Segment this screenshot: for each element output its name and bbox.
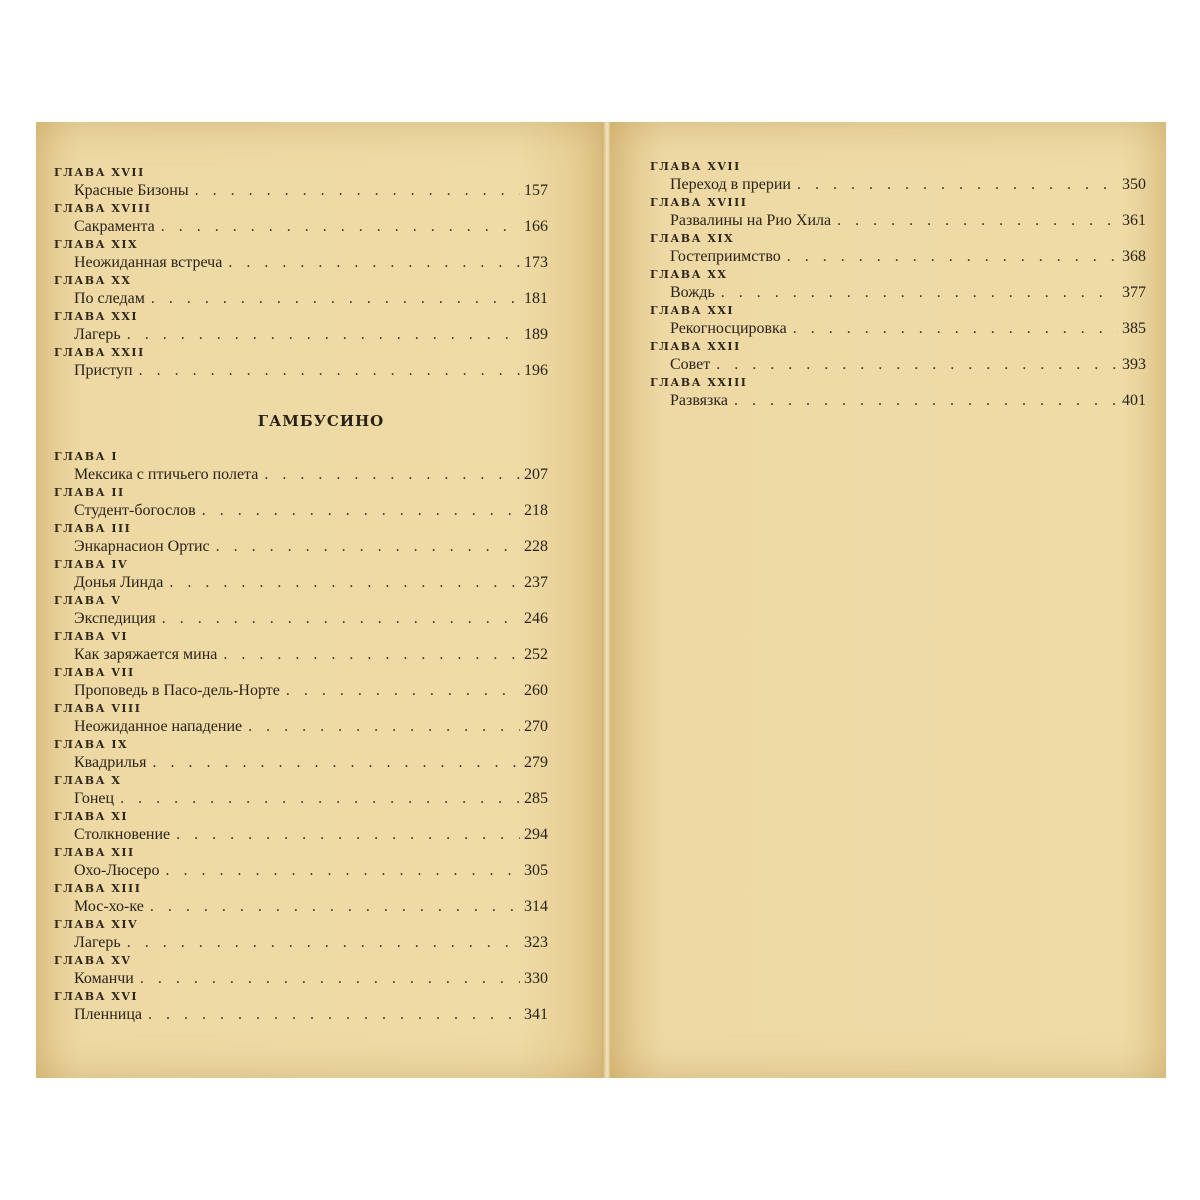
chapter-title: Экспедиция	[74, 610, 156, 627]
toc-entry	[54, 464, 548, 486]
page-number: 350	[1122, 176, 1146, 193]
chapter-title: Студент-богослов	[74, 502, 196, 519]
toc-entry	[54, 324, 548, 346]
chapter-title: Вождь	[670, 284, 715, 301]
toc-entry	[650, 282, 1146, 304]
chapter-label: ГЛАВА XVII	[650, 160, 741, 173]
page-number: 361	[1122, 212, 1146, 229]
chapter-title: Команчи	[74, 970, 134, 987]
chapter-title: Квадрилья	[74, 754, 147, 771]
dot-leader	[223, 644, 520, 666]
chapter-label: ГЛАВА XVII	[54, 166, 145, 179]
page-number: 305	[524, 862, 548, 879]
chapter-label: ГЛАВА XIII	[54, 882, 142, 895]
chapter-title: Гостеприимство	[670, 248, 781, 265]
chapter-label: ГЛАВА XXII	[54, 346, 145, 359]
dot-leader	[127, 324, 520, 346]
chapter-label: ГЛАВА V	[54, 594, 122, 607]
chapter-label: ГЛАВА XX	[54, 274, 132, 287]
dot-leader	[202, 500, 520, 522]
chapter-label: ГЛАВА II	[54, 486, 125, 499]
page-number: 341	[524, 1006, 548, 1023]
dot-leader	[139, 360, 520, 382]
toc-entry	[650, 210, 1146, 232]
chapter-label: ГЛАВА XVI	[54, 990, 139, 1003]
chapter-title: Донья Линда	[74, 574, 164, 591]
chapter-label: ГЛАВА XVIII	[54, 202, 152, 215]
toc-entry	[54, 536, 548, 558]
toc-entry	[54, 500, 548, 522]
page-number: 181	[524, 290, 548, 307]
chapter-label: ГЛАВА IX	[54, 738, 129, 751]
chapter-title: Лагерь	[74, 934, 121, 951]
toc-entry	[54, 716, 548, 738]
toc-entry	[54, 824, 548, 846]
chapter-label: ГЛАВА XXI	[650, 304, 735, 317]
dot-leader	[152, 752, 520, 774]
chapter-title: Столкновение	[74, 826, 171, 843]
right-page	[610, 122, 1166, 1078]
dot-leader	[793, 318, 1118, 340]
chapter-title: Охо-Люсеро	[74, 862, 160, 879]
dot-leader	[264, 464, 520, 486]
toc-entry	[54, 288, 548, 310]
toc-entry	[650, 318, 1146, 340]
right-table-of-contents	[650, 160, 1146, 412]
chapter-label: ГЛАВА X	[54, 774, 122, 787]
dot-leader	[228, 252, 520, 274]
chapter-label: ГЛАВА XIX	[650, 232, 735, 245]
left-toc-top-list	[54, 166, 548, 382]
chapter-title: Гонец	[74, 790, 115, 807]
page-number: 314	[524, 898, 548, 915]
toc-entry	[54, 572, 548, 594]
dot-leader	[150, 896, 520, 918]
section-title: ГАМБУСИНО	[257, 412, 385, 430]
dot-leader	[734, 390, 1118, 412]
chapter-label: ГЛАВА III	[54, 522, 132, 535]
toc-entry	[54, 644, 548, 666]
chapter-label: ГЛАВА XXIII	[650, 376, 748, 389]
toc-entry	[54, 216, 548, 238]
chapter-title: Развалины на Рио Хила	[670, 212, 832, 229]
page-number: 294	[524, 826, 548, 843]
toc-entry	[54, 968, 548, 990]
chapter-label: ГЛАВА VIII	[54, 702, 142, 715]
dot-leader	[195, 180, 520, 202]
page-number: 246	[524, 610, 548, 627]
page-number: 218	[524, 502, 548, 519]
chapter-title: По следам	[74, 290, 145, 307]
toc-entry	[54, 896, 548, 918]
page-number: 401	[1122, 392, 1146, 409]
chapter-label: ГЛАВА XXII	[650, 340, 741, 353]
chapter-label: ГЛАВА I	[54, 450, 119, 463]
dot-leader	[716, 354, 1118, 376]
page-number: 207	[524, 466, 548, 483]
page-number: 323	[524, 934, 548, 951]
chapter-title: Неожиданное нападение	[74, 718, 243, 735]
chapter-title: Неожиданная встреча	[74, 254, 223, 271]
toc-entry	[54, 360, 548, 382]
chapter-title: Проповедь в Пасо-дель-Норте	[74, 682, 280, 699]
dot-leader	[248, 716, 520, 738]
page-number: 368	[1122, 248, 1146, 265]
chapter-label: ГЛАВА XX	[650, 268, 728, 281]
page-number: 270	[524, 718, 548, 735]
dot-leader	[216, 536, 520, 558]
page-number: 166	[524, 218, 548, 235]
dot-leader	[162, 608, 520, 630]
dot-leader	[151, 288, 520, 310]
dot-leader	[286, 680, 520, 702]
chapter-title: Развязка	[670, 392, 728, 409]
chapter-title: Сакрамента	[74, 218, 155, 235]
page-number: 279	[524, 754, 548, 771]
toc-entry	[54, 788, 548, 810]
toc-entry	[54, 1004, 548, 1026]
dot-leader	[127, 932, 520, 954]
book-spread	[36, 122, 1166, 1078]
toc-entry	[54, 680, 548, 702]
page-number: 385	[1122, 320, 1146, 337]
chapter-label: ГЛАВА XXI	[54, 310, 139, 323]
chapter-label: ГЛАВА VI	[54, 630, 129, 643]
chapter-title: Красные Бизоны	[74, 182, 189, 199]
dot-leader	[165, 860, 520, 882]
chapter-title: Пленница	[74, 1006, 142, 1023]
page-number: 393	[1122, 356, 1146, 373]
dot-leader	[797, 174, 1118, 196]
chapter-label: ГЛАВА XII	[54, 846, 135, 859]
chapter-title: Рекогносцировка	[670, 320, 787, 337]
page-number: 252	[524, 646, 548, 663]
chapter-label: ГЛАВА XVIII	[650, 196, 748, 209]
toc-entry	[54, 860, 548, 882]
dot-leader	[169, 572, 520, 594]
chapter-title: Приступ	[74, 362, 133, 379]
dot-leader	[161, 216, 520, 238]
left-toc-bottom-list	[54, 450, 548, 1026]
page-number: 237	[524, 574, 548, 591]
chapter-label: ГЛАВА XI	[54, 810, 129, 823]
chapter-label: ГЛАВА XIX	[54, 238, 139, 251]
chapter-title: Переход в прерии	[670, 176, 791, 193]
toc-entry	[54, 180, 548, 202]
toc-entry	[54, 932, 548, 954]
toc-entry	[650, 390, 1146, 412]
toc-entry	[650, 174, 1146, 196]
chapter-label: ГЛАВА XIV	[54, 918, 139, 931]
dot-leader	[787, 246, 1118, 268]
page-number: 285	[524, 790, 548, 807]
toc-entry	[650, 354, 1146, 376]
page-number: 377	[1122, 284, 1146, 301]
dot-leader	[148, 1004, 520, 1026]
chapter-title: Энкарнасион Ортис	[74, 538, 210, 555]
page-number: 189	[524, 326, 548, 343]
page-number: 173	[524, 254, 548, 271]
chapter-title: Лагерь	[74, 326, 121, 343]
chapter-label: ГЛАВА IV	[54, 558, 129, 571]
page-number: 196	[524, 362, 548, 379]
chapter-title: Совет	[670, 356, 711, 373]
chapter-title: Мос-хо-ке	[74, 898, 144, 915]
chapter-title: Как заряжается мина	[74, 646, 218, 663]
right-toc-list	[650, 160, 1146, 412]
chapter-title: Мексика с птичьего полета	[74, 466, 259, 483]
chapter-label: ГЛАВА VII	[54, 666, 135, 679]
page-number: 260	[524, 682, 548, 699]
toc-entry	[54, 608, 548, 630]
toc-entry	[650, 246, 1146, 268]
page-number: 228	[524, 538, 548, 555]
dot-leader	[120, 788, 520, 810]
toc-entry	[54, 252, 548, 274]
page-number: 330	[524, 970, 548, 987]
dot-leader	[176, 824, 520, 846]
left-page	[36, 122, 604, 1078]
dot-leader	[140, 968, 520, 990]
dot-leader	[721, 282, 1118, 304]
page-number: 157	[524, 182, 548, 199]
chapter-label: ГЛАВА XV	[54, 954, 132, 967]
dot-leader	[837, 210, 1118, 232]
left-table-of-contents	[54, 166, 548, 1026]
toc-entry	[54, 752, 548, 774]
